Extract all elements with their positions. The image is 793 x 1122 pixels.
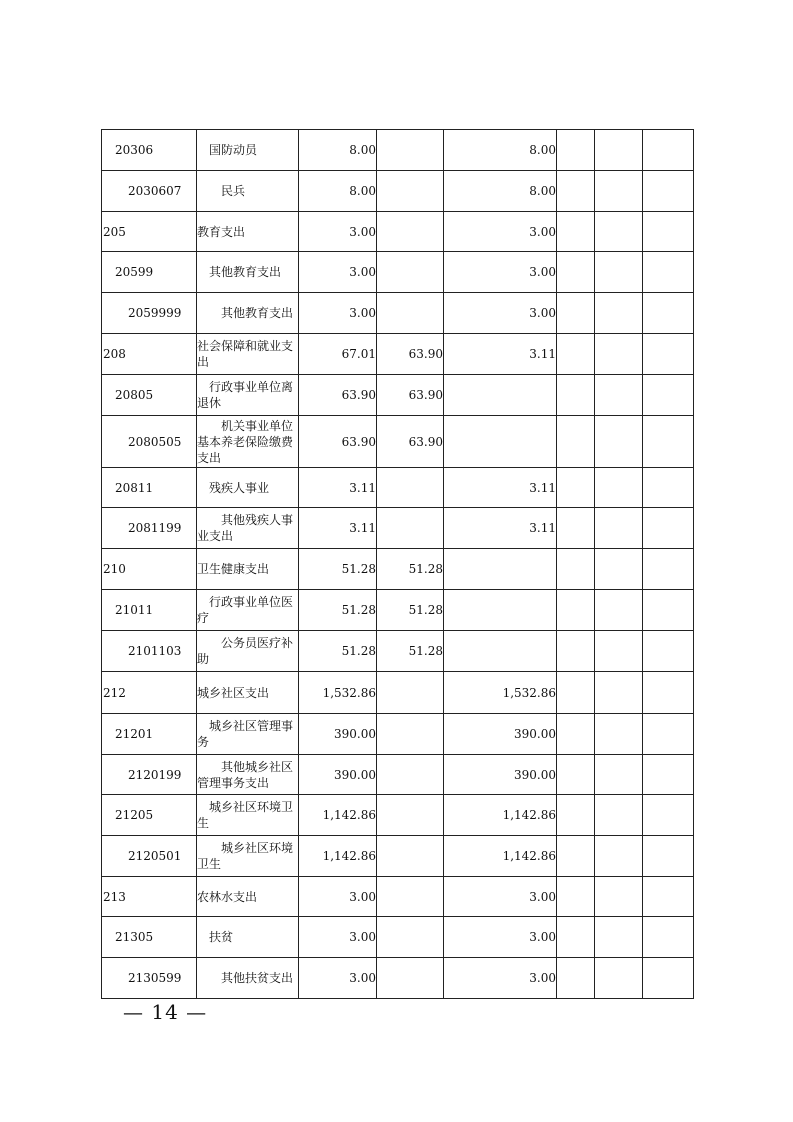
project-expenditure xyxy=(444,631,557,672)
empty-cell xyxy=(643,958,694,999)
subject-name: 教育支出 xyxy=(197,224,246,239)
subject-name-cell xyxy=(197,212,299,252)
subject-name: 卫生健康支出 xyxy=(197,562,270,576)
empty-cell xyxy=(557,130,595,171)
empty-cell xyxy=(557,293,595,334)
subject-name-cell xyxy=(197,130,299,171)
table-row xyxy=(102,334,694,375)
empty-cell xyxy=(595,917,643,958)
table-row xyxy=(102,468,694,508)
project-expenditure: 3.11 xyxy=(444,334,557,375)
empty-cell xyxy=(643,416,694,468)
empty-cell xyxy=(557,508,595,549)
empty-cell xyxy=(643,877,694,917)
empty-cell xyxy=(557,375,595,416)
project-expenditure: 3.00 xyxy=(444,252,557,293)
project-expenditure xyxy=(444,375,557,416)
basic-expenditure: 63.90 xyxy=(377,375,444,416)
total-amount: 67.01 xyxy=(299,334,377,375)
empty-cell xyxy=(643,672,694,714)
table-row xyxy=(102,293,694,334)
subject-name: 扶贫 xyxy=(209,930,234,944)
total-amount: 8.00 xyxy=(299,171,377,212)
empty-cell xyxy=(557,334,595,375)
empty-cell xyxy=(643,171,694,212)
empty-cell xyxy=(557,795,595,836)
empty-cell xyxy=(595,508,643,549)
basic-expenditure xyxy=(377,836,444,877)
subject-name-cell xyxy=(197,917,299,958)
subject-code: 2101103 xyxy=(102,631,197,672)
empty-cell xyxy=(643,836,694,877)
project-expenditure: 1,532.86 xyxy=(444,672,557,714)
empty-cell xyxy=(643,508,694,549)
project-expenditure: 390.00 xyxy=(444,714,557,755)
table-row xyxy=(102,416,694,468)
empty-cell xyxy=(595,795,643,836)
table-row xyxy=(102,958,694,999)
table-row xyxy=(102,917,694,958)
basic-expenditure: 51.28 xyxy=(377,549,444,590)
basic-expenditure xyxy=(377,958,444,999)
project-expenditure: 3.11 xyxy=(444,468,557,508)
subject-name-cell xyxy=(197,508,299,549)
subject-name: 其他教育支出 xyxy=(221,306,294,320)
subject-name: 其他教育支出 xyxy=(209,265,282,279)
empty-cell xyxy=(643,714,694,755)
table-row xyxy=(102,130,694,171)
empty-cell xyxy=(643,755,694,795)
empty-cell xyxy=(595,293,643,334)
subject-code: 2120199 xyxy=(102,755,197,795)
basic-expenditure xyxy=(377,714,444,755)
empty-cell xyxy=(595,836,643,877)
subject-code: 20811 xyxy=(102,468,197,508)
budget-table-body xyxy=(102,130,694,999)
basic-expenditure xyxy=(377,171,444,212)
empty-cell xyxy=(557,468,595,508)
total-amount: 3.00 xyxy=(299,917,377,958)
subject-name-cell xyxy=(197,836,299,877)
empty-cell xyxy=(557,590,595,631)
empty-cell xyxy=(557,631,595,672)
basic-expenditure xyxy=(377,212,444,252)
project-expenditure: 3.00 xyxy=(444,917,557,958)
empty-cell xyxy=(643,631,694,672)
empty-cell xyxy=(557,714,595,755)
subject-name-cell xyxy=(197,334,299,375)
subject-code: 213 xyxy=(102,877,197,917)
basic-expenditure: 63.90 xyxy=(377,334,444,375)
empty-cell xyxy=(595,375,643,416)
empty-cell xyxy=(643,375,694,416)
table-row xyxy=(102,171,694,212)
project-expenditure: 3.11 xyxy=(444,508,557,549)
subject-code: 2080505 xyxy=(102,416,197,468)
subject-name: 城乡社区支出 xyxy=(197,685,270,700)
empty-cell xyxy=(595,549,643,590)
project-expenditure: 1,142.86 xyxy=(444,836,557,877)
project-expenditure: 1,142.86 xyxy=(444,795,557,836)
table-row xyxy=(102,631,694,672)
project-expenditure: 3.00 xyxy=(444,212,557,252)
subject-code: 205 xyxy=(102,212,197,252)
empty-cell xyxy=(595,252,643,293)
empty-cell xyxy=(595,958,643,999)
empty-cell xyxy=(557,958,595,999)
total-amount: 8.00 xyxy=(299,130,377,171)
subject-name: 社会保障和就业支出 xyxy=(197,339,294,369)
subject-name: 行政事业单位离退休 xyxy=(197,380,294,410)
subject-name: 城乡社区管理事务 xyxy=(197,719,294,749)
project-expenditure xyxy=(444,416,557,468)
empty-cell xyxy=(557,917,595,958)
subject-code: 210 xyxy=(102,549,197,590)
subject-name-cell xyxy=(197,958,299,999)
basic-expenditure xyxy=(377,795,444,836)
subject-code: 2120501 xyxy=(102,836,197,877)
project-expenditure xyxy=(444,590,557,631)
empty-cell xyxy=(595,416,643,468)
subject-code: 2030607 xyxy=(102,171,197,212)
basic-expenditure xyxy=(377,130,444,171)
empty-cell xyxy=(557,416,595,468)
subject-name-cell xyxy=(197,171,299,212)
basic-expenditure xyxy=(377,293,444,334)
total-amount: 3.00 xyxy=(299,252,377,293)
subject-name-cell xyxy=(197,293,299,334)
empty-cell xyxy=(595,171,643,212)
basic-expenditure: 51.28 xyxy=(377,590,444,631)
subject-name: 其他城乡社区管理事务支出 xyxy=(197,759,294,790)
subject-name: 公务员医疗补助 xyxy=(197,636,294,666)
table-row xyxy=(102,252,694,293)
table-row xyxy=(102,877,694,917)
subject-name-cell xyxy=(197,714,299,755)
basic-expenditure xyxy=(377,877,444,917)
subject-name-cell xyxy=(197,672,299,714)
subject-name: 城乡社区环境卫生 xyxy=(197,841,294,871)
basic-expenditure: 51.28 xyxy=(377,631,444,672)
project-expenditure: 8.00 xyxy=(444,130,557,171)
basic-expenditure xyxy=(377,755,444,795)
subject-code: 20805 xyxy=(102,375,197,416)
table-row xyxy=(102,508,694,549)
subject-code: 208 xyxy=(102,334,197,375)
subject-name-cell xyxy=(197,631,299,672)
empty-cell xyxy=(643,468,694,508)
total-amount: 1,142.86 xyxy=(299,795,377,836)
subject-name: 行政事业单位医疗 xyxy=(197,595,294,625)
basic-expenditure xyxy=(377,672,444,714)
subject-name-cell xyxy=(197,795,299,836)
total-amount: 3.00 xyxy=(299,877,377,917)
page-number: — 14 — xyxy=(123,1000,208,1024)
subject-name: 民兵 xyxy=(221,184,246,198)
empty-cell xyxy=(643,334,694,375)
empty-cell xyxy=(595,631,643,672)
empty-cell xyxy=(595,877,643,917)
empty-cell xyxy=(643,252,694,293)
subject-name: 国防动员 xyxy=(209,143,258,157)
basic-expenditure xyxy=(377,252,444,293)
subject-code: 20306 xyxy=(102,130,197,171)
project-expenditure xyxy=(444,549,557,590)
subject-code: 2059999 xyxy=(102,293,197,334)
empty-cell xyxy=(557,252,595,293)
empty-cell xyxy=(595,755,643,795)
empty-cell xyxy=(595,672,643,714)
empty-cell xyxy=(557,549,595,590)
table-row xyxy=(102,549,694,590)
basic-expenditure xyxy=(377,508,444,549)
project-expenditure: 3.00 xyxy=(444,293,557,334)
subject-code: 212 xyxy=(102,672,197,714)
table-row xyxy=(102,672,694,714)
subject-name: 机关事业单位基本养老保险缴费支出 xyxy=(197,418,294,465)
project-expenditure: 3.00 xyxy=(444,958,557,999)
total-amount: 3.00 xyxy=(299,958,377,999)
subject-name: 农林水支出 xyxy=(197,889,258,904)
total-amount: 51.28 xyxy=(299,631,377,672)
empty-cell xyxy=(557,171,595,212)
project-expenditure: 390.00 xyxy=(444,755,557,795)
empty-cell xyxy=(595,334,643,375)
empty-cell xyxy=(595,468,643,508)
total-amount: 3.00 xyxy=(299,212,377,252)
empty-cell xyxy=(643,917,694,958)
empty-cell xyxy=(643,212,694,252)
subject-name: 其他扶贫支出 xyxy=(221,971,294,985)
empty-cell xyxy=(557,212,595,252)
subject-name-cell xyxy=(197,416,299,468)
subject-name: 残疾人事业 xyxy=(209,480,270,495)
total-amount: 63.90 xyxy=(299,416,377,468)
subject-name-cell xyxy=(197,549,299,590)
basic-expenditure xyxy=(377,917,444,958)
empty-cell xyxy=(643,130,694,171)
project-expenditure: 3.00 xyxy=(444,877,557,917)
subject-name-cell xyxy=(197,375,299,416)
empty-cell xyxy=(643,549,694,590)
empty-cell xyxy=(557,672,595,714)
basic-expenditure xyxy=(377,468,444,508)
empty-cell xyxy=(643,795,694,836)
empty-cell xyxy=(595,590,643,631)
table-row xyxy=(102,714,694,755)
empty-cell xyxy=(643,293,694,334)
subject-code: 2081199 xyxy=(102,508,197,549)
basic-expenditure: 63.90 xyxy=(377,416,444,468)
subject-name-cell xyxy=(197,755,299,795)
project-expenditure: 8.00 xyxy=(444,171,557,212)
empty-cell xyxy=(595,130,643,171)
budget-table xyxy=(101,129,694,999)
table-row xyxy=(102,795,694,836)
table-row xyxy=(102,755,694,795)
total-amount: 390.00 xyxy=(299,714,377,755)
subject-name-cell xyxy=(197,252,299,293)
table-row xyxy=(102,836,694,877)
subject-code: 21201 xyxy=(102,714,197,755)
empty-cell xyxy=(557,836,595,877)
empty-cell xyxy=(643,590,694,631)
subject-name-cell xyxy=(197,877,299,917)
subject-name: 城乡社区环境卫生 xyxy=(197,800,294,830)
total-amount: 3.11 xyxy=(299,468,377,508)
total-amount: 51.28 xyxy=(299,549,377,590)
subject-name-cell xyxy=(197,590,299,631)
subject-name-cell xyxy=(197,468,299,508)
empty-cell xyxy=(557,755,595,795)
total-amount: 51.28 xyxy=(299,590,377,631)
total-amount: 1,532.86 xyxy=(299,672,377,714)
total-amount: 3.11 xyxy=(299,508,377,549)
total-amount: 63.90 xyxy=(299,375,377,416)
table-row xyxy=(102,212,694,252)
empty-cell xyxy=(595,714,643,755)
table-row xyxy=(102,375,694,416)
subject-code: 21305 xyxy=(102,917,197,958)
subject-code: 21205 xyxy=(102,795,197,836)
total-amount: 3.00 xyxy=(299,293,377,334)
total-amount: 1,142.86 xyxy=(299,836,377,877)
total-amount: 390.00 xyxy=(299,755,377,795)
subject-code: 20599 xyxy=(102,252,197,293)
table-row xyxy=(102,590,694,631)
subject-code: 21011 xyxy=(102,590,197,631)
empty-cell xyxy=(595,212,643,252)
empty-cell xyxy=(557,877,595,917)
subject-name: 其他残疾人事业支出 xyxy=(197,513,294,543)
subject-code: 2130599 xyxy=(102,958,197,999)
